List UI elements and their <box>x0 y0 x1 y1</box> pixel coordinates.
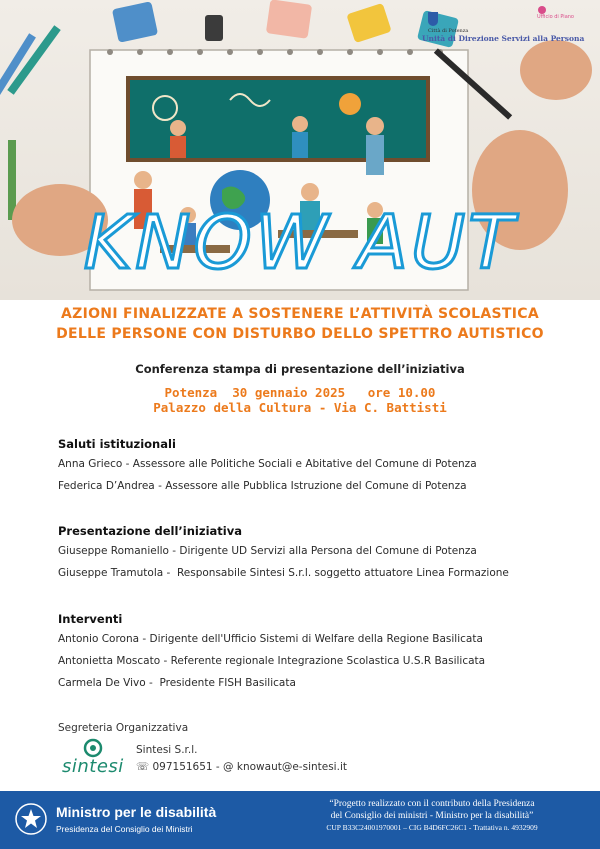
republic-emblem-icon <box>14 802 48 836</box>
cup-cig-line: CUP B33C24001970001 – CIG B4D6FC26C1 - Trattativa n. 4932909 <box>326 823 538 832</box>
city-label: Città di Potenza <box>428 28 469 34</box>
sintesi-logo <box>58 738 128 776</box>
section-presentazione <box>58 523 578 587</box>
event-location: Palazzo della Cultura - Via C. Battisti <box>153 400 447 415</box>
section-saluti <box>58 436 578 500</box>
project-line: “Progetto realizzato con il contributo della Presidenza <box>329 799 535 809</box>
subtitle <box>0 304 600 344</box>
speaker-row: Antonietta Moscato - Referente regionale Integrazione Scolastica U.S.R Basilicata <box>58 655 486 667</box>
speaker-row: Federica D’Andrea - Assessore alle Pubblica Istruzione del Comune di Potenza <box>58 480 467 492</box>
city-logo-block <box>422 6 592 46</box>
ministry-title: Ministro per le disabilità <box>56 804 217 820</box>
main-title: KNOW AUT <box>83 200 517 286</box>
section-heading: Presentazione dell’iniziativa <box>58 524 242 538</box>
unit-label: Unità di Direzione Servizi alla Persona <box>422 34 585 43</box>
subtitle-line: AZIONI FINALIZZATE A SOSTENERE L’ATTIVITÀ SCOLASTICA <box>61 306 539 322</box>
sintesi-swirl-icon <box>78 738 108 758</box>
city-crest-icon <box>428 12 438 26</box>
hero-illustration <box>0 0 600 300</box>
ufficio-logo-icon <box>538 6 546 14</box>
section-heading: Saluti istituzionali <box>58 437 176 451</box>
footer-bar <box>0 791 600 849</box>
speaker-row: Giuseppe Romaniello - Dirigente UD Servizi alla Persona del Comune di Potenza <box>58 545 477 557</box>
organizer-contact: ☏ 097151651 - @ knowaut@e-sintesi.it <box>136 761 347 773</box>
organizer-name: Sintesi S.r.l. <box>136 744 198 756</box>
project-credit <box>282 799 582 834</box>
organizer-label: Segreteria Organizzativa <box>58 722 189 734</box>
ufficio-label: Ufficio di Piano <box>536 14 574 20</box>
speaker-row: Anna Grieco - Assessore alle Politiche Sociali e Abitative del Comune di Potenza <box>58 458 477 470</box>
section-heading: Interventi <box>58 612 123 626</box>
project-line: del Consiglio dei ministri - Ministro per la disabilità” <box>330 810 534 821</box>
speaker-row: Carmela De Vivo - Presidente FISH Basilicata <box>58 677 296 689</box>
subtitle-line: DELLE PERSONE CON DISTURBO DELLO SPETTRO AUTISTICO <box>56 326 544 342</box>
speaker-row: Antonio Corona - Dirigente dell'Ufficio Sistemi di Welfare della Regione Basilicata <box>58 633 483 645</box>
presidency-label: Presidenza del Consiglio dei Ministri <box>56 824 193 834</box>
section-interventi <box>58 611 578 697</box>
event-date-time: Potenza 30 gennaio 2025 ore 10.00 <box>164 385 436 400</box>
sintesi-wordmark: sintesi <box>62 756 124 777</box>
speaker-row: Giuseppe Tramutola - Responsabile Sintesi S.r.l. soggetto attuatore Linea Formazione <box>58 567 509 579</box>
conference-label: Conferenza stampa di presentazione dell’iniziativa <box>135 362 465 376</box>
event-details <box>0 385 600 415</box>
